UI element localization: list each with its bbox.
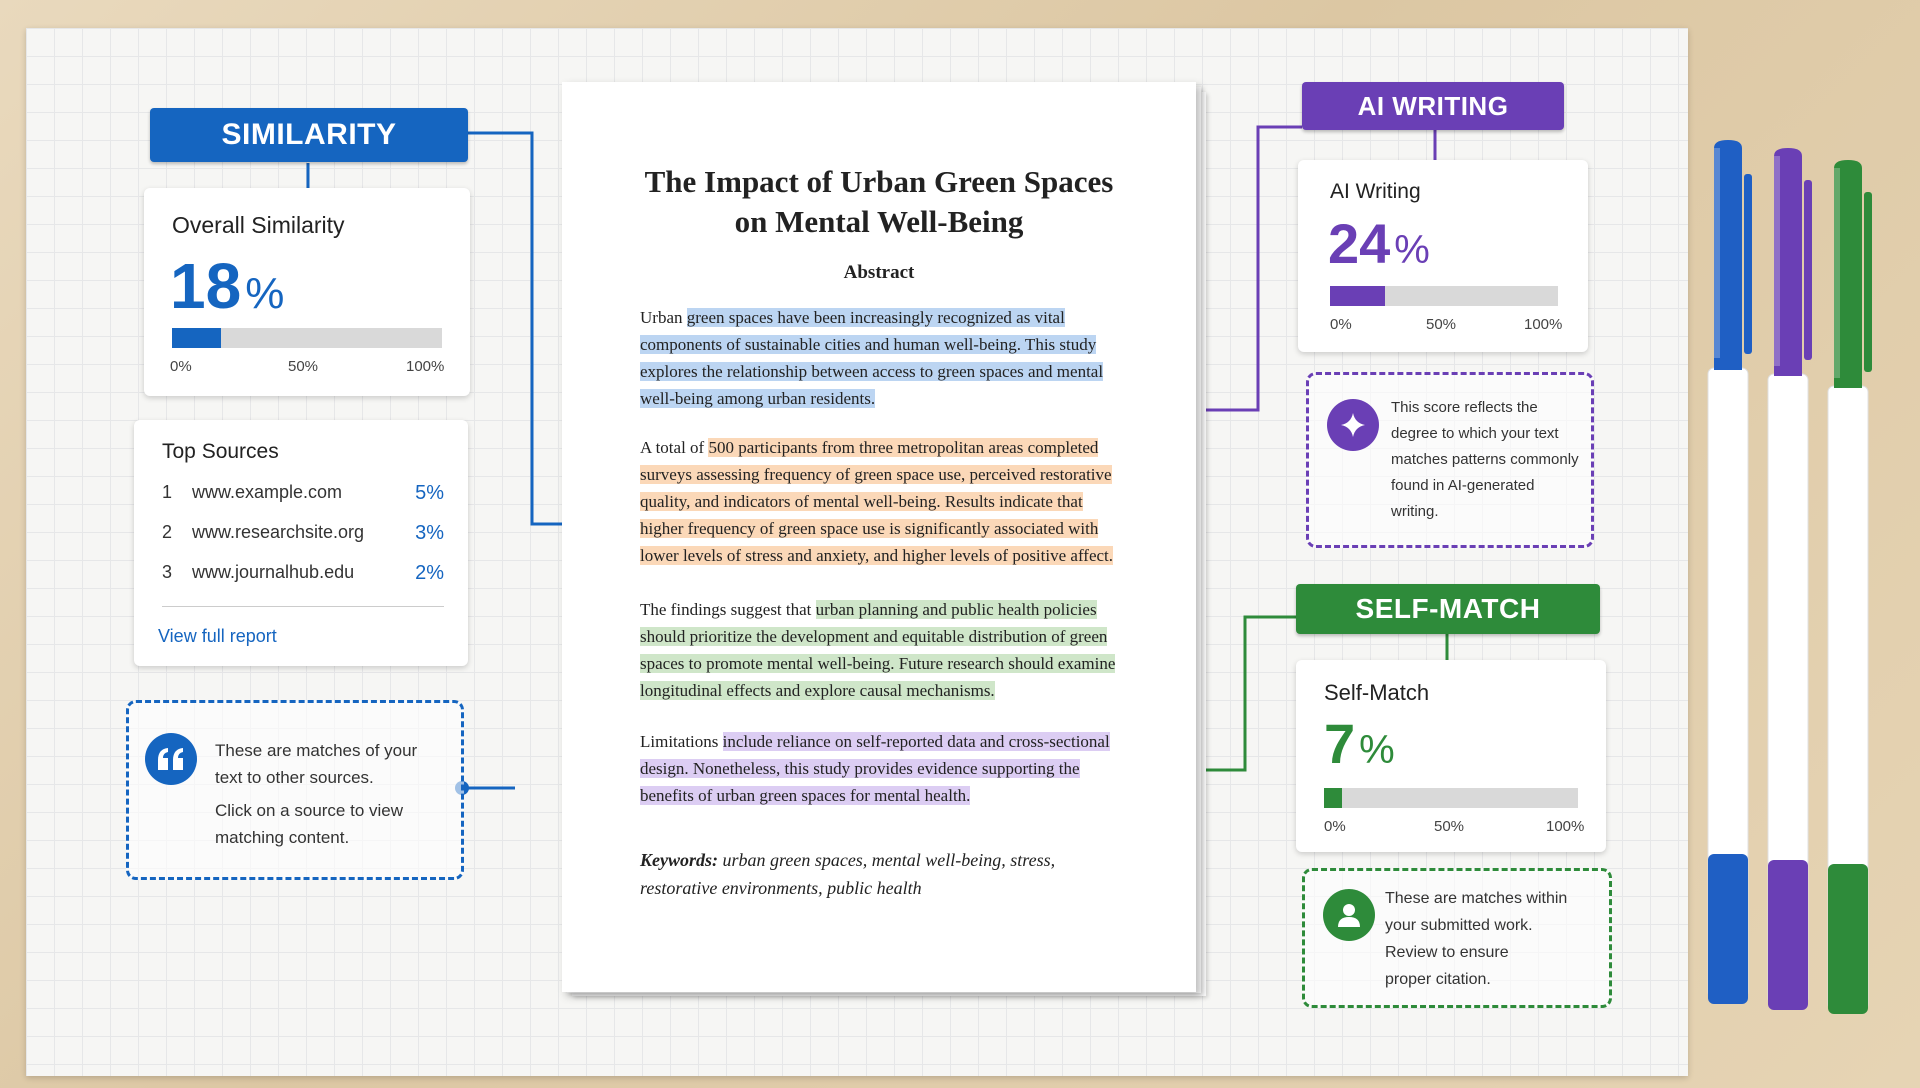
ai-writing-highlight[interactable]: include reliance on self-reported data and cross-sectional design. Nonetheless, this study provides evidence supporting the benefits of urban green spaces for mental health. bbox=[640, 732, 1110, 805]
note-line: your submitted work. bbox=[1385, 917, 1533, 934]
self-match-tick-50: 50% bbox=[1434, 818, 1465, 835]
self-match-progress-bar bbox=[1324, 788, 1578, 808]
paragraph-1[interactable] bbox=[640, 304, 1122, 412]
ai-writing-value: 24 bbox=[1328, 212, 1391, 275]
similarity-pct-sign: % bbox=[245, 269, 285, 318]
top-sources-title: Top Sources bbox=[162, 440, 279, 463]
self-match-title: Self-Match bbox=[1324, 680, 1430, 705]
ai-writing-progress-bar bbox=[1330, 286, 1558, 306]
green-marker bbox=[1820, 158, 1890, 1028]
similarity-value: 18 bbox=[170, 250, 242, 322]
note-line: found in AI-generated bbox=[1391, 477, 1535, 494]
similarity-note-text bbox=[215, 737, 417, 851]
self-match-progress-fill bbox=[1324, 788, 1342, 808]
paper-title bbox=[592, 162, 1166, 242]
ai-writing-tick-50: 50% bbox=[1426, 316, 1457, 333]
paragraph-text: Limitations bbox=[640, 732, 723, 751]
keywords bbox=[640, 846, 1130, 902]
ai-writing-tick-100: 100% bbox=[1524, 316, 1563, 333]
similarity-tick-100: 100% bbox=[406, 358, 445, 375]
paragraph-text: A total of bbox=[640, 438, 709, 457]
self-match-note bbox=[1302, 868, 1612, 1008]
sparkle-icon bbox=[1327, 399, 1379, 451]
quote-icon bbox=[145, 733, 197, 785]
overall-similarity-title: Overall Similarity bbox=[172, 212, 345, 238]
source-rank: 2 bbox=[162, 522, 173, 542]
paragraph-3[interactable] bbox=[640, 596, 1122, 704]
source-highlight[interactable]: 500 participants from three metropolitan areas completed surveys assessing frequency of green space use, perceived restorative quality, and indicators of mental well-being. Results indicate that higher frequency of green space use is significantly associated with lower levels of stress and anxiety, and higher levels of positive affect. bbox=[640, 438, 1114, 565]
note-line: degree to which your text bbox=[1391, 425, 1559, 442]
note-line: These are matches within bbox=[1385, 890, 1568, 907]
sources-divider bbox=[162, 606, 444, 607]
keywords-list: urban green spaces, mental well-being, stress, restorative environments, public health bbox=[640, 850, 1056, 898]
paper-title-line: The Impact of Urban Green Spaces bbox=[644, 164, 1114, 199]
note-line: Click on a source to view bbox=[215, 801, 404, 820]
source-url[interactable]: www.example.com bbox=[192, 482, 343, 502]
source-percent: 3% bbox=[415, 522, 444, 544]
keywords-label: Keywords: bbox=[640, 850, 718, 870]
self-match-note-text bbox=[1385, 885, 1567, 993]
note-line: These are matches of your bbox=[215, 741, 418, 760]
note-line: Review to ensure bbox=[1385, 944, 1509, 961]
similarity-header: SIMILARITY bbox=[150, 108, 468, 162]
ai-writing-note-text bbox=[1391, 395, 1579, 525]
similarity-score bbox=[170, 250, 285, 322]
paragraph-text: Urban bbox=[640, 308, 687, 327]
view-full-report-link[interactable]: View full report bbox=[158, 626, 277, 646]
source-percent: 2% bbox=[415, 562, 444, 584]
self-match-card bbox=[1296, 660, 1606, 852]
source-row[interactable] bbox=[162, 562, 444, 592]
similarity-note bbox=[126, 700, 464, 880]
note-line: text to other sources. bbox=[215, 768, 374, 787]
paragraph-4[interactable] bbox=[640, 728, 1122, 809]
source-row[interactable] bbox=[162, 522, 444, 552]
research-paper bbox=[562, 82, 1196, 992]
self-match-tick-100: 100% bbox=[1546, 818, 1585, 835]
similarity-progress-fill bbox=[172, 328, 221, 348]
note-line: matches patterns commonly bbox=[1391, 451, 1579, 468]
ai-writing-tick-0: 0% bbox=[1330, 316, 1352, 333]
source-url[interactable]: www.researchsite.org bbox=[192, 522, 365, 542]
self-match-pct-sign: % bbox=[1359, 728, 1395, 772]
note-line: This score reflects the bbox=[1391, 399, 1538, 416]
user-icon bbox=[1323, 889, 1375, 941]
ai-writing-header: AI WRITING bbox=[1302, 82, 1564, 130]
self-match-tick-0: 0% bbox=[1324, 818, 1346, 835]
paper-title-line: on Mental Well-Being bbox=[734, 204, 1024, 239]
note-line: writing. bbox=[1391, 503, 1439, 520]
self-match-score bbox=[1324, 712, 1395, 775]
note-line: proper citation. bbox=[1385, 971, 1491, 988]
paragraph-text: The findings suggest that bbox=[640, 600, 816, 619]
self-match-highlight[interactable]: urban planning and public health policies should prioritize the development and equitable distribution of green spaces to promote mental well-being. Future research should examine longitudinal effects and explore causal mechanisms. bbox=[640, 600, 1116, 700]
note-line: matching content. bbox=[215, 828, 350, 847]
source-rank: 3 bbox=[162, 562, 173, 582]
ai-writing-score bbox=[1328, 212, 1430, 275]
source-percent: 5% bbox=[415, 482, 444, 504]
ai-writing-title: AI Writing bbox=[1330, 180, 1421, 203]
similarity-highlight[interactable]: green spaces have been increasingly recognized as vital components of sustainable cities and human well-being. This study explores the relationship between access to green spaces and mental well-being among urban residents. bbox=[640, 308, 1104, 408]
ai-writing-progress-fill bbox=[1330, 286, 1385, 306]
top-sources-card bbox=[134, 420, 468, 666]
ai-writing-card bbox=[1298, 160, 1588, 352]
self-match-value: 7 bbox=[1324, 712, 1356, 775]
ai-writing-pct-sign: % bbox=[1394, 228, 1430, 272]
paragraph-2[interactable] bbox=[640, 434, 1122, 569]
similarity-tick-50: 50% bbox=[288, 358, 319, 375]
similarity-progress-bar bbox=[172, 328, 442, 348]
self-match-header: SELF-MATCH bbox=[1296, 584, 1600, 634]
source-url[interactable]: www.journalhub.edu bbox=[192, 562, 355, 582]
similarity-tick-0: 0% bbox=[170, 358, 192, 375]
source-rank: 1 bbox=[162, 482, 173, 502]
abstract-heading: Abstract bbox=[843, 262, 915, 283]
overall-similarity-card bbox=[144, 188, 470, 396]
ai-writing-note bbox=[1306, 372, 1594, 548]
source-row[interactable] bbox=[162, 482, 444, 512]
